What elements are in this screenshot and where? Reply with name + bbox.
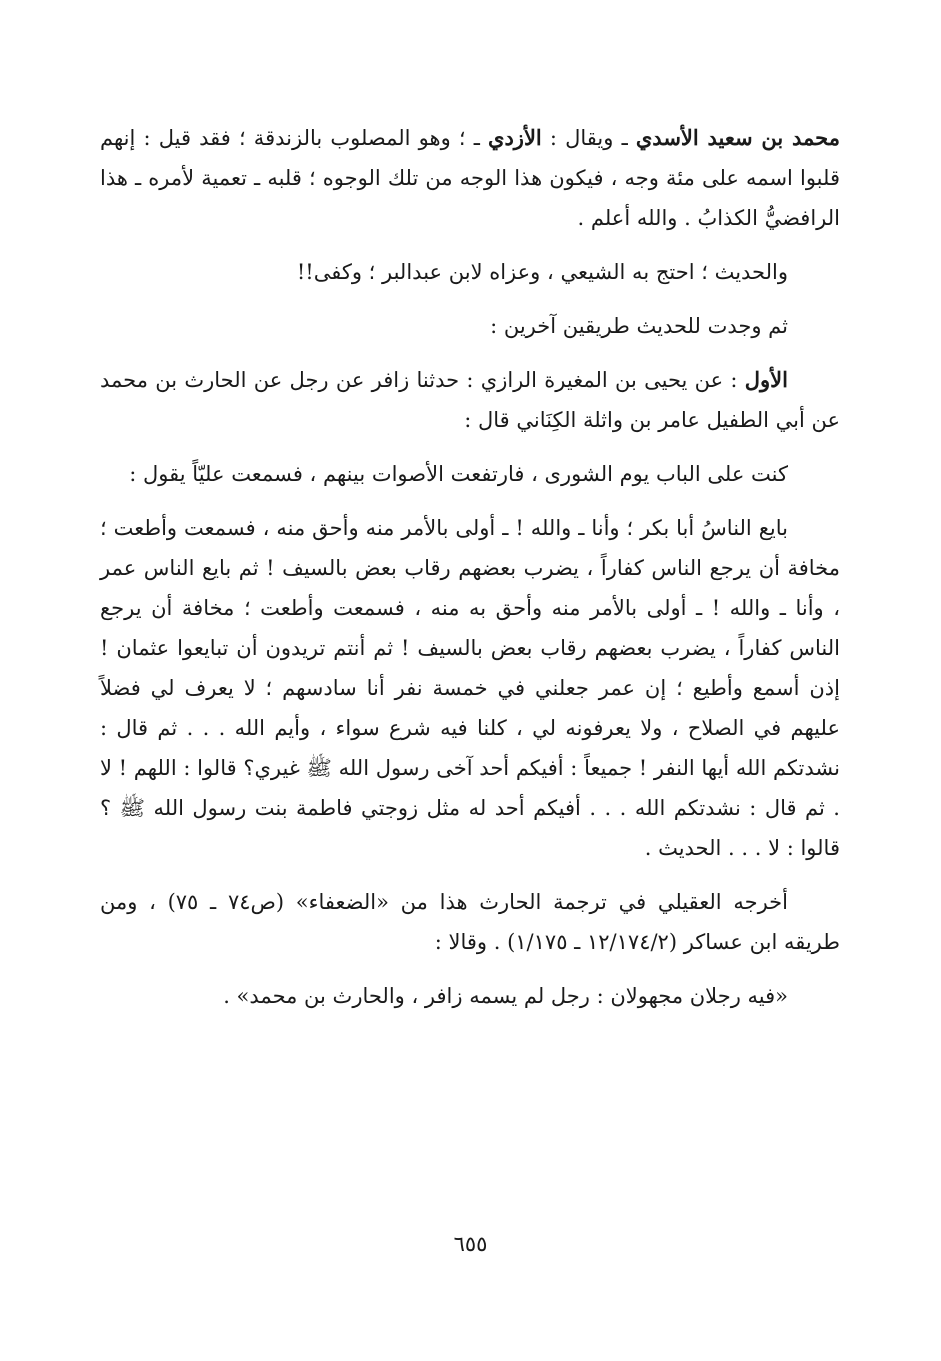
quote-text: «فيه رجلان مجهولان : رجل لم يسمه زافر ، والحارث بن محمد» . bbox=[223, 984, 788, 1008]
narrator-text: ـ ؛ وهو المصلوب بالزندقة ؛ فقد قيل : إنهم قلبوا اسمه على مئة وجه ، فيكون هذا الوجه من تلك الوجوه ؛ قلبه ـ تعمية لأمره ـ هذا الرافضيُّ الكذابُ . والله أعلم . bbox=[100, 126, 840, 230]
shura-speech-text: بايع الناسُ أبا بكر ؛ وأنا ـ والله ! ـ أولى بالأمر منه وأحق منه ، فسمعت وأطعت ؛ مخافة أن يرجع الناس كفاراً ، يضرب بعضهم رقاب بعض بالسيف ! ثم بايع الناس عمر ، وأنا ـ والله ! ـ أولى بالأمر منه وأحق به منه ، فسمعت وأطعت ؛ مخافة أن يرجع الناس كفاراً ، يضرب بعضهم رقاب بعض بالسيف ! ثم أنتم تريدون أن تبايعوا عثمان ! إذن أسمع وأطيع ؛ إن عمر جعلني في خمسة نفر أنا سادسهم ؛ لا يعرف لي فضلاً عليهم في الصلاح ، ولا يعرفونه لي ، كلنا فيه شرع سواء ، وأيم الله . . . ثم قال : نشدتكم الله أيها النفر ! جميعاً : أفيكم أحد آخى رسول الله ﷺ غيري؟ قالوا : اللهم ! لا . ثم قال : نشدتكم الله . . . أفيكم أحد له مثل زوجتي فاطمة بنت رسول الله ﷺ ؟ قالوا : لا . . . الحديث . bbox=[100, 516, 841, 860]
other-paths-text: ثم وجدت للحديث طريقين آخرين : bbox=[490, 314, 788, 338]
narrator-mid: ـ ويقال : bbox=[541, 126, 636, 150]
paragraph-takhrij bbox=[100, 882, 840, 962]
paragraph-narrator bbox=[100, 118, 840, 238]
paragraph-shura-intro bbox=[100, 454, 840, 494]
narrator-alt-name: الأزدي bbox=[488, 125, 542, 150]
paragraph-other-paths bbox=[100, 306, 840, 346]
narrator-name: محمد بن سعيد الأسدي bbox=[635, 125, 840, 150]
page-body bbox=[100, 118, 840, 1030]
takhrij-text: أخرجه العقيلي في ترجمة الحارث هذا من «الضعفاء» (ص٧٤ ـ ٧٥) ، ومن طريقه ابن عساكر (١٢/١٧٤/٢ ـ ١/١٧٥) . وقالا : bbox=[100, 890, 840, 954]
hadith-note-text: والحديث ؛ احتج به الشيعي ، وعزاه لابن عبدالبر ؛ وكفى!! bbox=[296, 260, 788, 284]
paragraph-first-path bbox=[100, 360, 840, 440]
paragraph-hadith-note bbox=[100, 252, 840, 292]
shura-intro-text: كنت على الباب يوم الشورى ، فارتفعت الأصوات بينهم ، فسمعت عليّاً يقول : bbox=[129, 462, 788, 486]
paragraph-shura-speech bbox=[100, 508, 840, 868]
paragraph-quote bbox=[100, 976, 840, 1016]
first-path-text: : عن يحيى بن المغيرة الرازي : حدثنا زافر عن رجل عن الحارث بن محمد عن أبي الطفيل عامر بن واثلة الكِنَاني قال : bbox=[100, 368, 840, 432]
page-number: ٦٥٥ bbox=[453, 1232, 488, 1256]
first-path-label: الأول bbox=[744, 367, 788, 392]
